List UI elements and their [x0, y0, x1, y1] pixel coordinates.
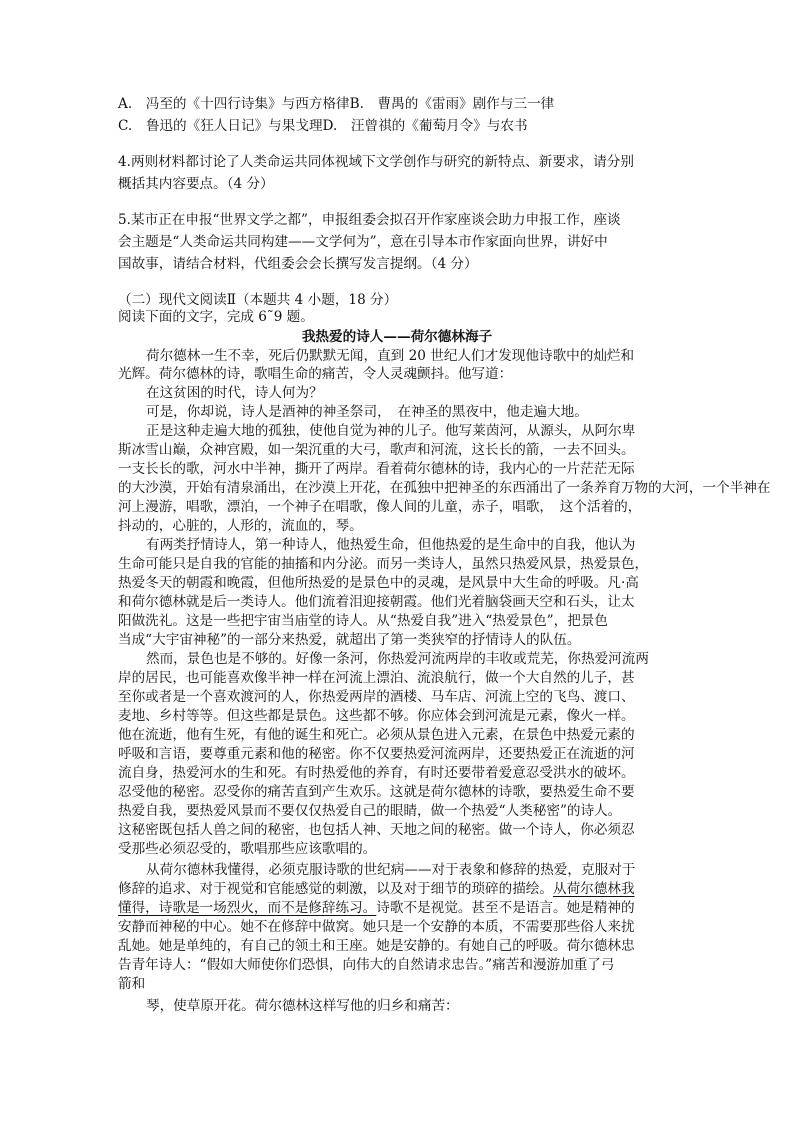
paragraph-line: 抖动的，心脏的，人形的，流血的，琴。 — [118, 518, 363, 534]
paragraph-line: 和荷尔德林就是后一类诗人。他们流着泪迎接朝霞。他们光着脑袋画天空和石头，让太 — [118, 594, 635, 610]
paragraph-line: 有两类抒情诗人，第一种诗人，他热爱生命，但他热爱的是生命中的自我，他认为 — [146, 537, 636, 553]
paragraph-line: 琴，使草原开花。荷尔德林这样写他的归乡和痛苦： — [146, 998, 459, 1014]
paragraph-line: 他在流逝，他有生死，有他的诞生和死亡。必须从景色进入元素，在景色中热爱元素的 — [118, 727, 635, 743]
paragraph-line: 斯冰雪山巅，众神宫殿，如一架沉重的大弓，歌声和河流，这长长的箭，一去不回头。 — [118, 442, 635, 458]
option-line-ab: A. 冯至的《十四行诗集》与西方格律B. 曹禺的《雷雨》剧作与三一律 — [118, 96, 555, 112]
paragraph-line: 阳做洗礼。这是一些把宇宙当庙堂的诗人。从“热爱自我”进入“热爱景色”，把景色 — [118, 613, 608, 629]
question-4-line: 概括其内容要点。（4 分） — [118, 176, 274, 192]
paragraph-line — [118, 879, 678, 899]
underlined-text: 懂得，诗歌是一场烈火，而不是修辞练习。 — [118, 900, 377, 916]
paragraph-line: 河上漫游，唱歌，漂泊，一个神子在唱歌，像人间的儿童，赤子，唱歌， 这个活着的， — [118, 499, 642, 515]
paragraph-line — [118, 898, 678, 918]
paragraph-line: 这秘密既包括人兽之间的秘密，也包括人神、天地之间的秘密。做一个诗人，你必须忍 — [118, 822, 635, 838]
paragraph-line: 麦地、乡村等等。但这些都是景色。这些都不够。你应体会到河流是元素，像火一样。 — [118, 708, 635, 724]
paragraph-line: 安静而神秘的中心。她不在修辞中做窝。她只是一个安静的本质，不需要那些俗人来扰 — [118, 919, 635, 935]
paragraph-line: 热爱冬天的朝霞和晚霞，但他所热爱的是景色中的灵魂，是风景中大生命的呼吸。凡·高 — [118, 575, 639, 591]
underlined-text: 从荷尔德林我 — [553, 881, 635, 897]
question-5-line: 会主题是“人类命运共同构建——文学何为”，意在引导本市作家面向世界，讲好中 — [118, 234, 608, 250]
paragraph-line: 光辉。荷尔德林的诗，歌唱生命的痛苦，令人灵魂颤抖。他写道： — [118, 366, 513, 382]
plain-text: 修辞的追求、对于视觉和官能感觉的刺激，以及对于细节的琐碎的描绘。 — [118, 881, 553, 897]
paragraph-line: 热爱自我，要热爱风景而不要仅仅热爱自己的眼睛，做一个热爱“人类秘密”的诗人。 — [118, 803, 622, 819]
paragraph-line: 正是这种走遍大地的孤独，使他自觉为神的儿子。他写莱茵河，从源头，从阿尔卑 — [146, 423, 636, 439]
quoted-verse: 在这贫困的时代，诗人何为？ — [146, 385, 323, 401]
paragraph-line: 岸的居民，也可能喜欢像半神一样在河流上漂泊、流浪航行，做一个大自然的儿子，甚 — [118, 670, 635, 686]
question-5-line: 5.某市正在申报“世界文学之都”，申报组委会拟召开作家座谈会助力申报工作，座谈 — [118, 212, 621, 228]
article-title: 我热爱的诗人——荷尔德林海子 — [301, 329, 493, 345]
paragraph-line: 告青年诗人：“假如大师使你们恐惧，向伟大的自然请求忠告。”痛苦和漫游加重了弓 — [118, 957, 615, 973]
paragraph-line: 一支长长的歌，河水中半神，撕开了两岸。看着荷尔德林的诗，我内心的一片茫茫无际 — [118, 461, 635, 477]
paragraph-line: 的大沙漠，开始有清泉涌出，在沙漠上开花，在孤独中把神圣的东西涌出了一条养育万物的大河，一个半神在 — [118, 480, 771, 496]
quoted-verse: 可是，你却说，诗人是酒神的神圣祭司， 在神圣的黑夜中，他走遍大地。 — [146, 404, 588, 420]
paragraph-line: 然而，景色也是不够的。好像一条河，你热爱河流两岸的丰收或荒芜，你热爱河流两 — [146, 651, 649, 667]
paragraph-line: 呼吸和言语，要尊重元素和他的秘密。你不仅要热爱河流两岸，还要热爱正在流逝的河 — [118, 746, 635, 762]
paragraph-line: 箭和 — [118, 976, 146, 992]
paragraph-line: 生命可能只是自我的官能的抽搐和内分泌。而另一类诗人，虽然只热爱风景，热爱景色， — [118, 556, 649, 572]
plain-text: 诗歌不是视觉。甚至不是语言。她是精神的 — [376, 900, 635, 916]
paragraph-line: 流自身，热爱河水的生和死。有时热爱他的养育，有时还要带着爱意忍受洪水的破坏。 — [118, 765, 635, 781]
option-line-cd: C. 鲁迅的《狂人日记》与果戈理D. 汪曾祺的《葡萄月令》与农书 — [118, 118, 528, 134]
question-5-line: 国故事，请结合材料，代组委会会长撰写发言提纲。（4 分） — [118, 256, 478, 272]
paragraph-line: 从荷尔德林我懂得，必须克服诗歌的世纪病——对于表象和修辞的热爱，克服对于 — [146, 862, 636, 878]
paragraph-line: 受那些必须忍受的，歌唱那些应该歌唱的。 — [118, 841, 377, 857]
paragraph-line: 当成“大宇宙神秘”的一部分来热爱，就超出了第一类狭窄的抒情诗人的队伍。 — [118, 632, 581, 648]
paragraph-line: 乱她。她是单纯的，有自己的领土和王座。她是安静的。有她自己的呼吸。荷尔德林忠 — [118, 938, 635, 954]
paragraph-line: 忍受他的秘密。忍受你的痛苦直到产生欢乐。这就是荷尔德林的诗歌，要热爱生命不要 — [118, 784, 635, 800]
section-header: （二）现代文阅读Ⅱ（本题共 4 小题，18 分） — [118, 292, 398, 308]
paragraph-line: 荷尔德林一生不幸，死后仍默默无闻，直到 20 世纪人们才发现他诗歌中的灿烂和 — [146, 348, 635, 364]
section-instruction: 阅读下面的文字，完成 6˜9 题。 — [118, 309, 314, 325]
paragraph-line: 至你或者是一个喜欢渡河的人，你热爱两岸的酒楼、马车店、河流上空的飞鸟、渡口、 — [118, 689, 635, 705]
question-4-line: 4.两则材料都讨论了人类命运共同体视域下文学创作与研究的新特点、新要求，请分别 — [118, 154, 634, 170]
